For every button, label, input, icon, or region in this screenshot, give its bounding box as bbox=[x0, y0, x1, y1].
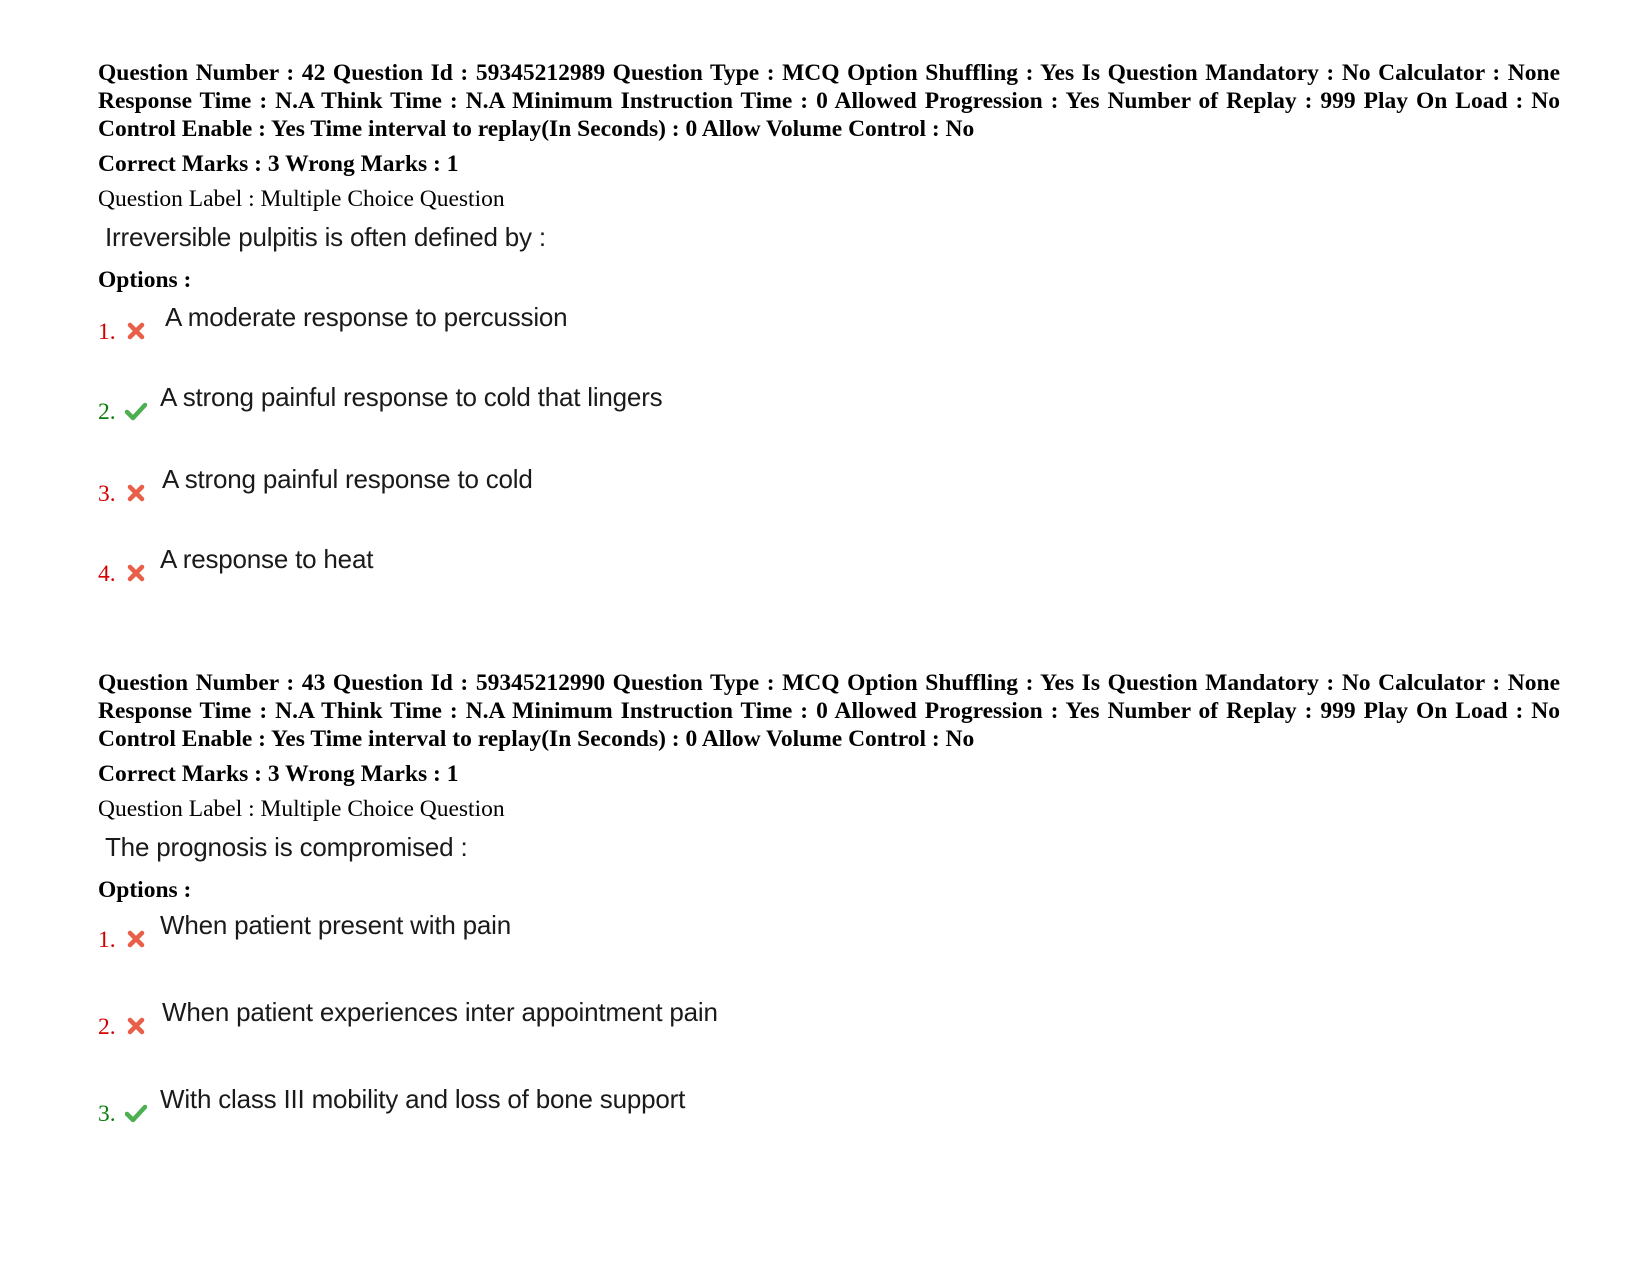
options-heading: Options : bbox=[98, 267, 192, 293]
cross-icon bbox=[125, 320, 147, 342]
question-label: Question Label : Multiple Choice Question bbox=[98, 796, 505, 822]
option-text: With class III mobility and loss of bone support bbox=[160, 1084, 686, 1114]
question-meta: Question Number : 43 Question Id : 59345212990 Question Type : MCQ Option Shuffling : Yes Is Question Mandatory : No Calculator : None Response Time : N.A Think Time : N.A Minimum Instruction Time : 0 Allowed Progression : Yes Number of Replay : 999 Play On Load : No Control Enable : Yes Time interval to replay(In Seconds) : 0 Allow Volume Control : No bbox=[98, 670, 1560, 752]
option-item bbox=[98, 464, 1560, 544]
question-block bbox=[98, 59, 1560, 624]
option-number: 3. bbox=[98, 481, 116, 507]
option-number: 3. bbox=[98, 1101, 116, 1127]
check-icon bbox=[125, 1102, 147, 1124]
option-item bbox=[98, 544, 1560, 624]
question-marks: Correct Marks : 3 Wrong Marks : 1 bbox=[98, 151, 459, 177]
option-number: 2. bbox=[98, 1014, 116, 1040]
question-label: Question Label : Multiple Choice Question bbox=[98, 186, 505, 212]
question-block bbox=[98, 669, 1560, 1164]
option-number: 2. bbox=[98, 399, 116, 425]
option-text: A moderate response to percussion bbox=[165, 302, 568, 332]
question-text: Irreversible pulpitis is often defined by : bbox=[105, 222, 546, 252]
question-marks: Correct Marks : 3 Wrong Marks : 1 bbox=[98, 761, 459, 787]
option-item bbox=[98, 382, 1560, 464]
cross-icon bbox=[125, 1015, 147, 1037]
cross-icon bbox=[125, 482, 147, 504]
option-number: 4. bbox=[98, 561, 116, 587]
options-heading: Options : bbox=[98, 877, 192, 903]
option-text: When patient present with pain bbox=[160, 910, 511, 940]
cross-icon bbox=[125, 928, 147, 950]
option-item bbox=[98, 997, 1560, 1084]
option-item bbox=[98, 910, 1560, 997]
option-text: A strong painful response to cold bbox=[162, 464, 533, 494]
question-text: The prognosis is compromised : bbox=[105, 832, 468, 862]
cross-icon bbox=[125, 562, 147, 584]
option-number: 1. bbox=[98, 927, 116, 953]
option-item bbox=[98, 302, 1560, 382]
option-number: 1. bbox=[98, 319, 116, 345]
option-text: A response to heat bbox=[160, 544, 374, 574]
check-icon bbox=[125, 400, 147, 422]
question-meta: Question Number : 42 Question Id : 59345212989 Question Type : MCQ Option Shuffling : Yes Is Question Mandatory : No Calculator : None Response Time : N.A Think Time : N.A Minimum Instruction Time : 0 Allowed Progression : Yes Number of Replay : 999 Play On Load : No Control Enable : Yes Time interval to replay(In Seconds) : 0 Allow Volume Control : No bbox=[98, 60, 1560, 142]
option-text: When patient experiences inter appointment pain bbox=[162, 997, 718, 1027]
option-item bbox=[98, 1084, 1560, 1164]
option-text: A strong painful response to cold that lingers bbox=[160, 382, 663, 412]
